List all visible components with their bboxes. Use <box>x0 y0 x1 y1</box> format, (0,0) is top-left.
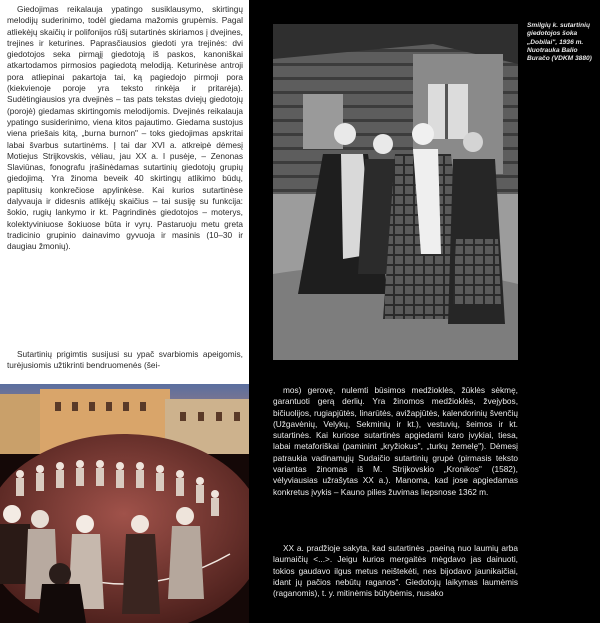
left-paragraph-1: Giedojimas reikalauja ypatingo susiklausymo, skirtingų melodijų suderinimo, todėl giedama mažomis grupėmis. Pagal atliekėjų skaičių ir polifonijos rūšį sutartinės skiriamos į dvejines, trejines ir keturines. Paprasčiausios giedoti yra trejinės: dvi giedotojos seka pirmąjį giedotoją iš paskos, kanoniškai atkartodamos pirmosios pagiedotą melodiją. Keturinėse antroji pora atliepinai pakartoja tai, ką pagiedojo pirmoji pora (kiekvienoje poroje yra teksto rinkėja ir pritarėja). Sudėtingiausios yra dvejinės – tas pats tekstas dviejų giedotojų (porojė) giedamas skirtingomis melodijomis. Dvejinės reikalauja ypatingo susiderinimo, viena kitos pajautimo. Giedama sustojus viena priešais kitą, „burna burnon" – toks giedojimas apskritai labai švarbus sutartinėms. Į tai dar XVI a. atkreipė dėmesį Motiejus Strijkovskis, vėliau, jau XX a. I pusėje, – Zenonas Slaviūnas, fonografu įrašinėdamas sutartinių giedotojų grupių giedojimą. Yra žinoma beveik 40 skirtingų atlikimo būdų, paplitusių konkrečiose apylinkėse. Kai kurios sutartinėse dalyvauja ir didesnis atlikėjų skaičius – tai susiję su funkcija: šokio, rugių lankymo ir kt. Pagrindinės giedotojos – moterys, kolektyviniuose šokiuose būta ir vyrų. Pastaruoju metu greta tradicinio grupinio dainavimo gyvuoja ir masinis (10–30 ir daugiau žmonių). <box>7 4 243 252</box>
photo-caption: Smilgių k. sutartinių giedotojos šoka „Dobilai", 1936 m. Nuotrauka Balio Buračo (VDKM 3880) <box>527 22 592 63</box>
archive-photo-dancers <box>273 24 518 360</box>
right-paragraph-1: mos) gerovę, nulemti būsimos medžioklės, žūklės sėkmę, garantuoti gerą derlių. Yra žinomos medžioklės, žvejybos, bičiuolijos, rugiapjūtės, linarūtės, avižapjūtės, kalendorinių švenčių (Užgavėnių, Velykų, Sekminių ir kt.), vestuvių, šeimos ir kt. sutartinės. Kai kuriose sutartinės apgiedami karo įvykiai, tiesa, labai metaforiškai (paminint „kryžiokus", „turkų žemelę"). Dėmesį patraukia vadinamųjų Sudaičio sutartinių grupė (pirmasis teksto variantas žinomas iš M. Strijkovskio „Kronikos" (1582), vėlyviausias užrašytas XX a.). Manoma, kad jose apgiedamas konkretus įvykis – Kauno pilies žuvimas liepsnose 1362 m. <box>273 385 518 497</box>
festival-photo-circle-dance <box>0 384 249 623</box>
right-paragraph-2: XX a. pradžioje sakyta, kad sutartinės „paeiną nuo laumių arba laumaičių <...>. Jeigu kurios mergaitės mėgdavo jas dainuoti, tokios gaudavo ilgus metus neištekėti, nes bijodavo jaunikaičiai, idant jų pačios nebūtų raganos". Giedotojų laikymas laumėmis (raganomis), t. y. mitinėmis būtybėmis, nusako <box>273 543 518 599</box>
left-paragraph-2: Sutartinių prigimtis susijusi su ypač svarbiomis apeigomis, turėjusiomis užtikrinti bendruomenės (šei- <box>7 349 243 371</box>
